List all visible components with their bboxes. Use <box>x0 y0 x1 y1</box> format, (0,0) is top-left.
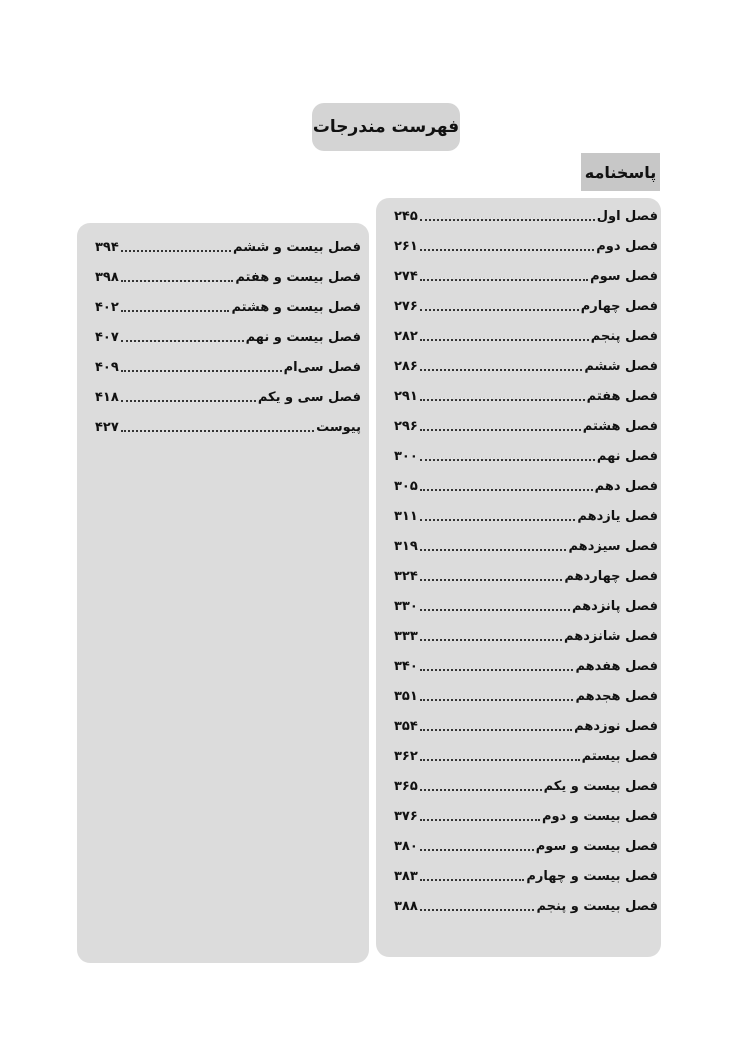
page-title: فهرست مندرجات <box>312 103 460 151</box>
dot-leader <box>420 219 595 221</box>
toc-entry[interactable] <box>95 352 361 382</box>
dot-leader <box>420 279 588 281</box>
dot-leader <box>420 789 542 791</box>
toc-entry-label: فصل پنجم <box>590 328 658 344</box>
dot-leader <box>420 849 534 851</box>
toc-panel-left <box>77 223 369 963</box>
dot-leader <box>420 339 589 341</box>
dot-leader <box>420 519 576 521</box>
dot-leader <box>121 250 231 252</box>
toc-entry-label: فصل هفتم <box>586 388 658 404</box>
toc-entry[interactable] <box>394 291 658 321</box>
toc-entry-page-number: ۳۵۱ <box>394 688 418 704</box>
toc-entry[interactable] <box>394 561 658 591</box>
toc-entry[interactable] <box>394 531 658 561</box>
toc-entry-label: فصل سی و یکم <box>257 389 361 405</box>
toc-entry-label: فصل بیست و سوم <box>535 838 658 854</box>
toc-entry-page-number: ۳۰۵ <box>394 478 418 494</box>
dot-leader <box>420 669 574 671</box>
toc-entry-page-number: ۳۴۰ <box>394 658 418 674</box>
toc-entry-label: فصل بیست و یکم <box>543 778 658 794</box>
toc-entry-label: فصل سی‌ام <box>283 359 361 375</box>
section-heading: پاسخنامه <box>581 153 660 191</box>
toc-entry-label: فصل دهم <box>594 478 658 494</box>
toc-entry[interactable] <box>394 591 658 621</box>
dot-leader <box>121 310 230 312</box>
toc-entry-page-number: ۳۷۶ <box>394 808 418 824</box>
toc-entry-page-number: ۳۳۳ <box>394 628 418 644</box>
toc-entry-label: فصل یازدهم <box>577 508 658 524</box>
toc-entry-label: فصل نهم <box>596 448 658 464</box>
toc-entry[interactable] <box>394 411 658 441</box>
dot-leader <box>420 609 570 611</box>
toc-entry-label: فصل هجدهم <box>575 688 658 704</box>
toc-entry[interactable] <box>394 831 658 861</box>
toc-list-left <box>95 232 361 442</box>
toc-entry-page-number: ۲۷۴ <box>394 268 418 284</box>
toc-entry[interactable] <box>95 412 361 442</box>
toc-entry-label: فصل هفدهم <box>575 658 658 674</box>
toc-entry-page-number: ۳۱۱ <box>394 508 418 524</box>
toc-entry-label: فصل دوم <box>596 238 658 254</box>
dot-leader <box>420 579 563 581</box>
toc-entry[interactable] <box>394 621 658 651</box>
toc-entry-label: فصل بیست و چهارم <box>526 868 658 884</box>
toc-entry-label: فصل سیزدهم <box>568 538 658 554</box>
toc-entry-label: فصل بیست و هفتم <box>235 269 361 285</box>
toc-entry[interactable] <box>394 681 658 711</box>
toc-entry[interactable] <box>394 801 658 831</box>
toc-entry[interactable] <box>95 322 361 352</box>
toc-entry-page-number: ۳۸۳ <box>394 868 418 884</box>
toc-entry[interactable] <box>394 741 658 771</box>
dot-leader <box>420 549 567 551</box>
toc-entry[interactable] <box>394 501 658 531</box>
toc-entry-page-number: ۴۱۸ <box>95 389 119 405</box>
dot-leader <box>420 729 572 731</box>
toc-entry-page-number: ۲۴۵ <box>394 208 418 224</box>
toc-entry[interactable] <box>394 771 658 801</box>
toc-panel-right <box>376 198 661 957</box>
toc-entry[interactable] <box>394 321 658 351</box>
toc-entry-page-number: ۳۶۵ <box>394 778 418 794</box>
toc-entry-label: فصل بیست و هشتم <box>231 299 361 315</box>
dot-leader <box>121 400 256 402</box>
toc-entry[interactable] <box>394 351 658 381</box>
dot-leader <box>420 249 594 251</box>
toc-entry[interactable] <box>95 382 361 412</box>
toc-entry-page-number: ۴۰۲ <box>95 299 119 315</box>
toc-entry[interactable] <box>394 651 658 681</box>
toc-entry-page-number: ۳۹۴ <box>95 239 119 255</box>
toc-entry[interactable] <box>95 232 361 262</box>
dot-leader <box>121 280 234 282</box>
toc-entry-page-number: ۳۲۴ <box>394 568 418 584</box>
toc-entry[interactable] <box>394 891 658 921</box>
toc-entry-label: فصل نوزدهم <box>574 718 658 734</box>
toc-entry-label: فصل ششم <box>584 358 658 374</box>
toc-entry-page-number: ۲۹۱ <box>394 388 418 404</box>
toc-entry-page-number: ۲۸۶ <box>394 358 418 374</box>
dot-leader <box>420 429 581 431</box>
toc-entry[interactable] <box>95 262 361 292</box>
dot-leader <box>420 309 579 311</box>
dot-leader <box>420 369 583 371</box>
toc-entry-label: پیوست <box>316 419 361 435</box>
toc-entry[interactable] <box>394 261 658 291</box>
toc-entry-label: فصل اول <box>596 208 658 224</box>
toc-entry-page-number: ۲۷۶ <box>394 298 418 314</box>
toc-entry[interactable] <box>394 201 658 231</box>
toc-entry-page-number: ۳۸۸ <box>394 898 418 914</box>
toc-entry-label: فصل چهارم <box>580 298 658 314</box>
dot-leader <box>420 459 595 461</box>
dot-leader <box>121 370 282 372</box>
toc-entry-page-number: ۲۶۱ <box>394 238 418 254</box>
toc-entry[interactable] <box>394 471 658 501</box>
toc-entry-page-number: ۴۰۹ <box>95 359 119 375</box>
toc-entry-page-number: ۳۶۲ <box>394 748 418 764</box>
toc-entry-label: فصل بیست و ششم <box>233 239 361 255</box>
toc-entry[interactable] <box>394 441 658 471</box>
toc-entry[interactable] <box>394 711 658 741</box>
toc-entry-page-number: ۳۳۰ <box>394 598 418 614</box>
toc-entry-page-number: ۳۰۰ <box>394 448 418 464</box>
toc-entry-page-number: ۳۸۰ <box>394 838 418 854</box>
toc-entry-label: فصل بیست و پنجم <box>536 898 658 914</box>
toc-entry-page-number: ۳۵۴ <box>394 718 418 734</box>
dot-leader <box>420 909 535 911</box>
toc-entry[interactable] <box>394 861 658 891</box>
toc-entry-page-number: ۴۲۷ <box>95 419 119 435</box>
toc-entry-label: فصل هشتم <box>582 418 658 434</box>
toc-entry[interactable] <box>95 292 361 322</box>
dot-leader <box>121 340 244 342</box>
toc-entry-label: فصل بیست و نهم <box>245 329 361 345</box>
toc-entry-page-number: ۲۹۶ <box>394 418 418 434</box>
toc-entry-label: فصل بیستم <box>581 748 658 764</box>
dot-leader <box>420 759 580 761</box>
dot-leader <box>420 489 593 491</box>
toc-entry-page-number: ۳۱۹ <box>394 538 418 554</box>
dot-leader <box>121 430 314 432</box>
toc-entry-label: فصل شانزدهم <box>564 628 658 644</box>
dot-leader <box>420 699 574 701</box>
toc-entry-label: فصل چهاردهم <box>564 568 658 584</box>
dot-leader <box>420 399 585 401</box>
toc-entry[interactable] <box>394 231 658 261</box>
dot-leader <box>420 639 562 641</box>
toc-entry-page-number: ۲۸۲ <box>394 328 418 344</box>
toc-entry-label: فصل سوم <box>590 268 658 284</box>
toc-list-right <box>394 201 658 921</box>
toc-entry-page-number: ۳۹۸ <box>95 269 119 285</box>
toc-entry-label: فصل بیست و دوم <box>541 808 658 824</box>
dot-leader <box>420 879 525 881</box>
dot-leader <box>420 819 540 821</box>
toc-entry[interactable] <box>394 381 658 411</box>
toc-entry-label: فصل پانزدهم <box>571 598 658 614</box>
toc-entry-page-number: ۴۰۷ <box>95 329 119 345</box>
